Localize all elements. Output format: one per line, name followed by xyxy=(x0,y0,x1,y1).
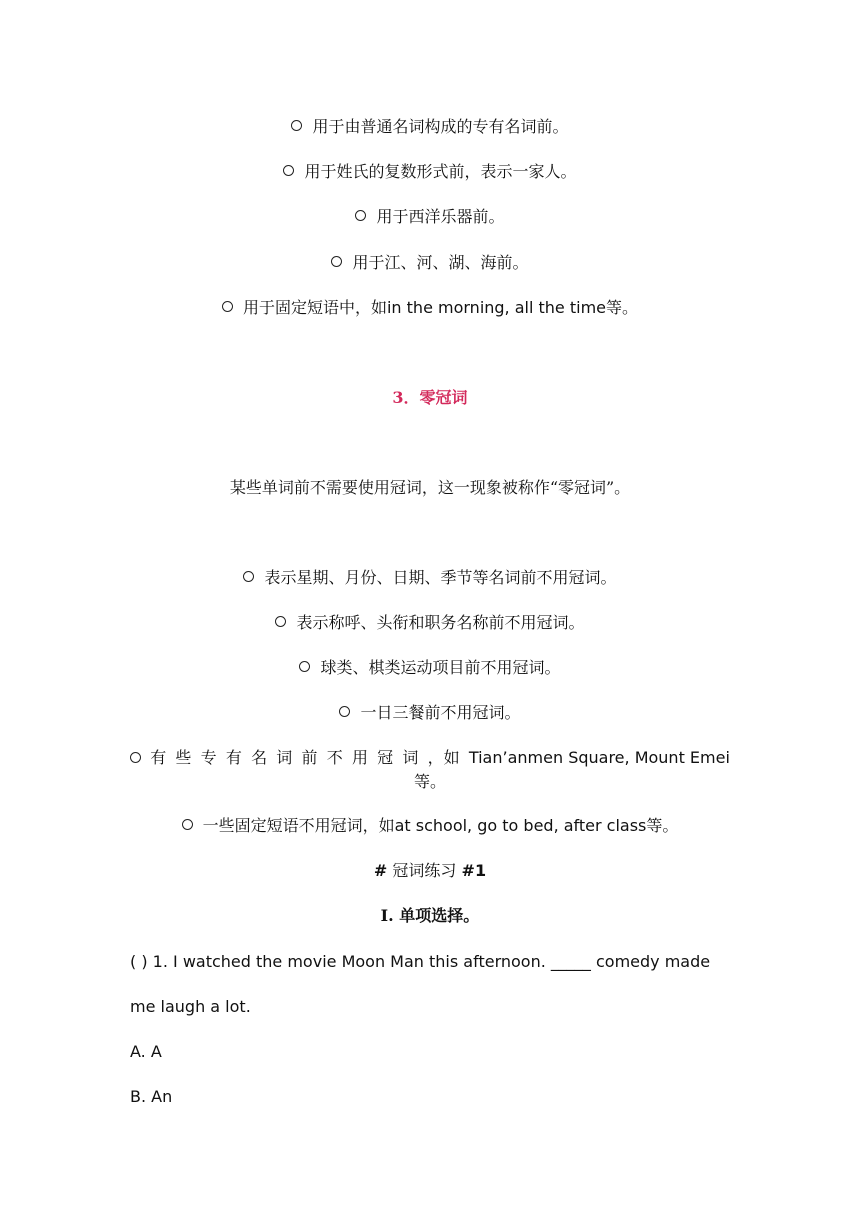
circle-bullet-icon xyxy=(275,616,286,627)
list-item: 用于由普通名词构成的专有名词前。 xyxy=(0,116,860,138)
list-item: 表示称呼、头衔和职务名称前不用冠词。 xyxy=(0,612,860,634)
circle-bullet-icon xyxy=(130,752,141,763)
list-item: 球类、棋类运动项目前不用冠词。 xyxy=(0,657,860,679)
exercise-part-label: Ⅰ. 单项选择。 xyxy=(380,906,480,925)
circle-bullet-icon xyxy=(182,819,193,830)
section-intro: 某些单词前不需要使用冠词，这一现象被称作“零冠词”。 xyxy=(229,478,631,497)
circle-bullet-icon xyxy=(291,120,302,131)
exercise-title: # 冠词练习 #1 xyxy=(373,861,487,880)
question-text-continued: me laugh a lot. xyxy=(130,997,251,1016)
list-item: 一日三餐前不用冠词。 xyxy=(0,702,860,724)
list-item: 表示星期、月份、日期、季节等名词前不用冠词。 xyxy=(0,567,860,589)
circle-bullet-icon xyxy=(355,210,366,221)
list-item-fixed-phrase: 用于固定短语中，如in the morning, all the time等。 xyxy=(0,297,860,319)
section-heading: 3．零冠词 xyxy=(392,388,468,407)
list-item: 用于江、河、湖、海前。 xyxy=(0,252,860,274)
list-item: 用于西洋乐器前。 xyxy=(0,206,860,228)
circle-bullet-icon xyxy=(243,571,254,582)
circle-bullet-icon xyxy=(339,706,350,717)
circle-bullet-icon xyxy=(283,165,294,176)
circle-bullet-icon xyxy=(331,256,342,267)
option-b: B. An xyxy=(130,1087,173,1106)
option-a: A. A xyxy=(130,1042,162,1061)
list-item: 用于姓氏的复数形式前，表示一家人。 xyxy=(0,161,860,183)
question-text: ( ) 1. I watched the movie Moon Man this afternoon. _____ comedy made xyxy=(130,952,711,971)
list-item-proper-nouns: 有 些 专 有 名 词 前 不 用 冠 词 ，如 Tian’anmen Square, Mount Emei 等。 xyxy=(130,747,730,793)
list-item-fixed-phrases: 一些固定短语不用冠词，如at school, go to bed, after class等。 xyxy=(0,815,860,837)
circle-bullet-icon xyxy=(299,661,310,672)
circle-bullet-icon xyxy=(222,301,233,312)
